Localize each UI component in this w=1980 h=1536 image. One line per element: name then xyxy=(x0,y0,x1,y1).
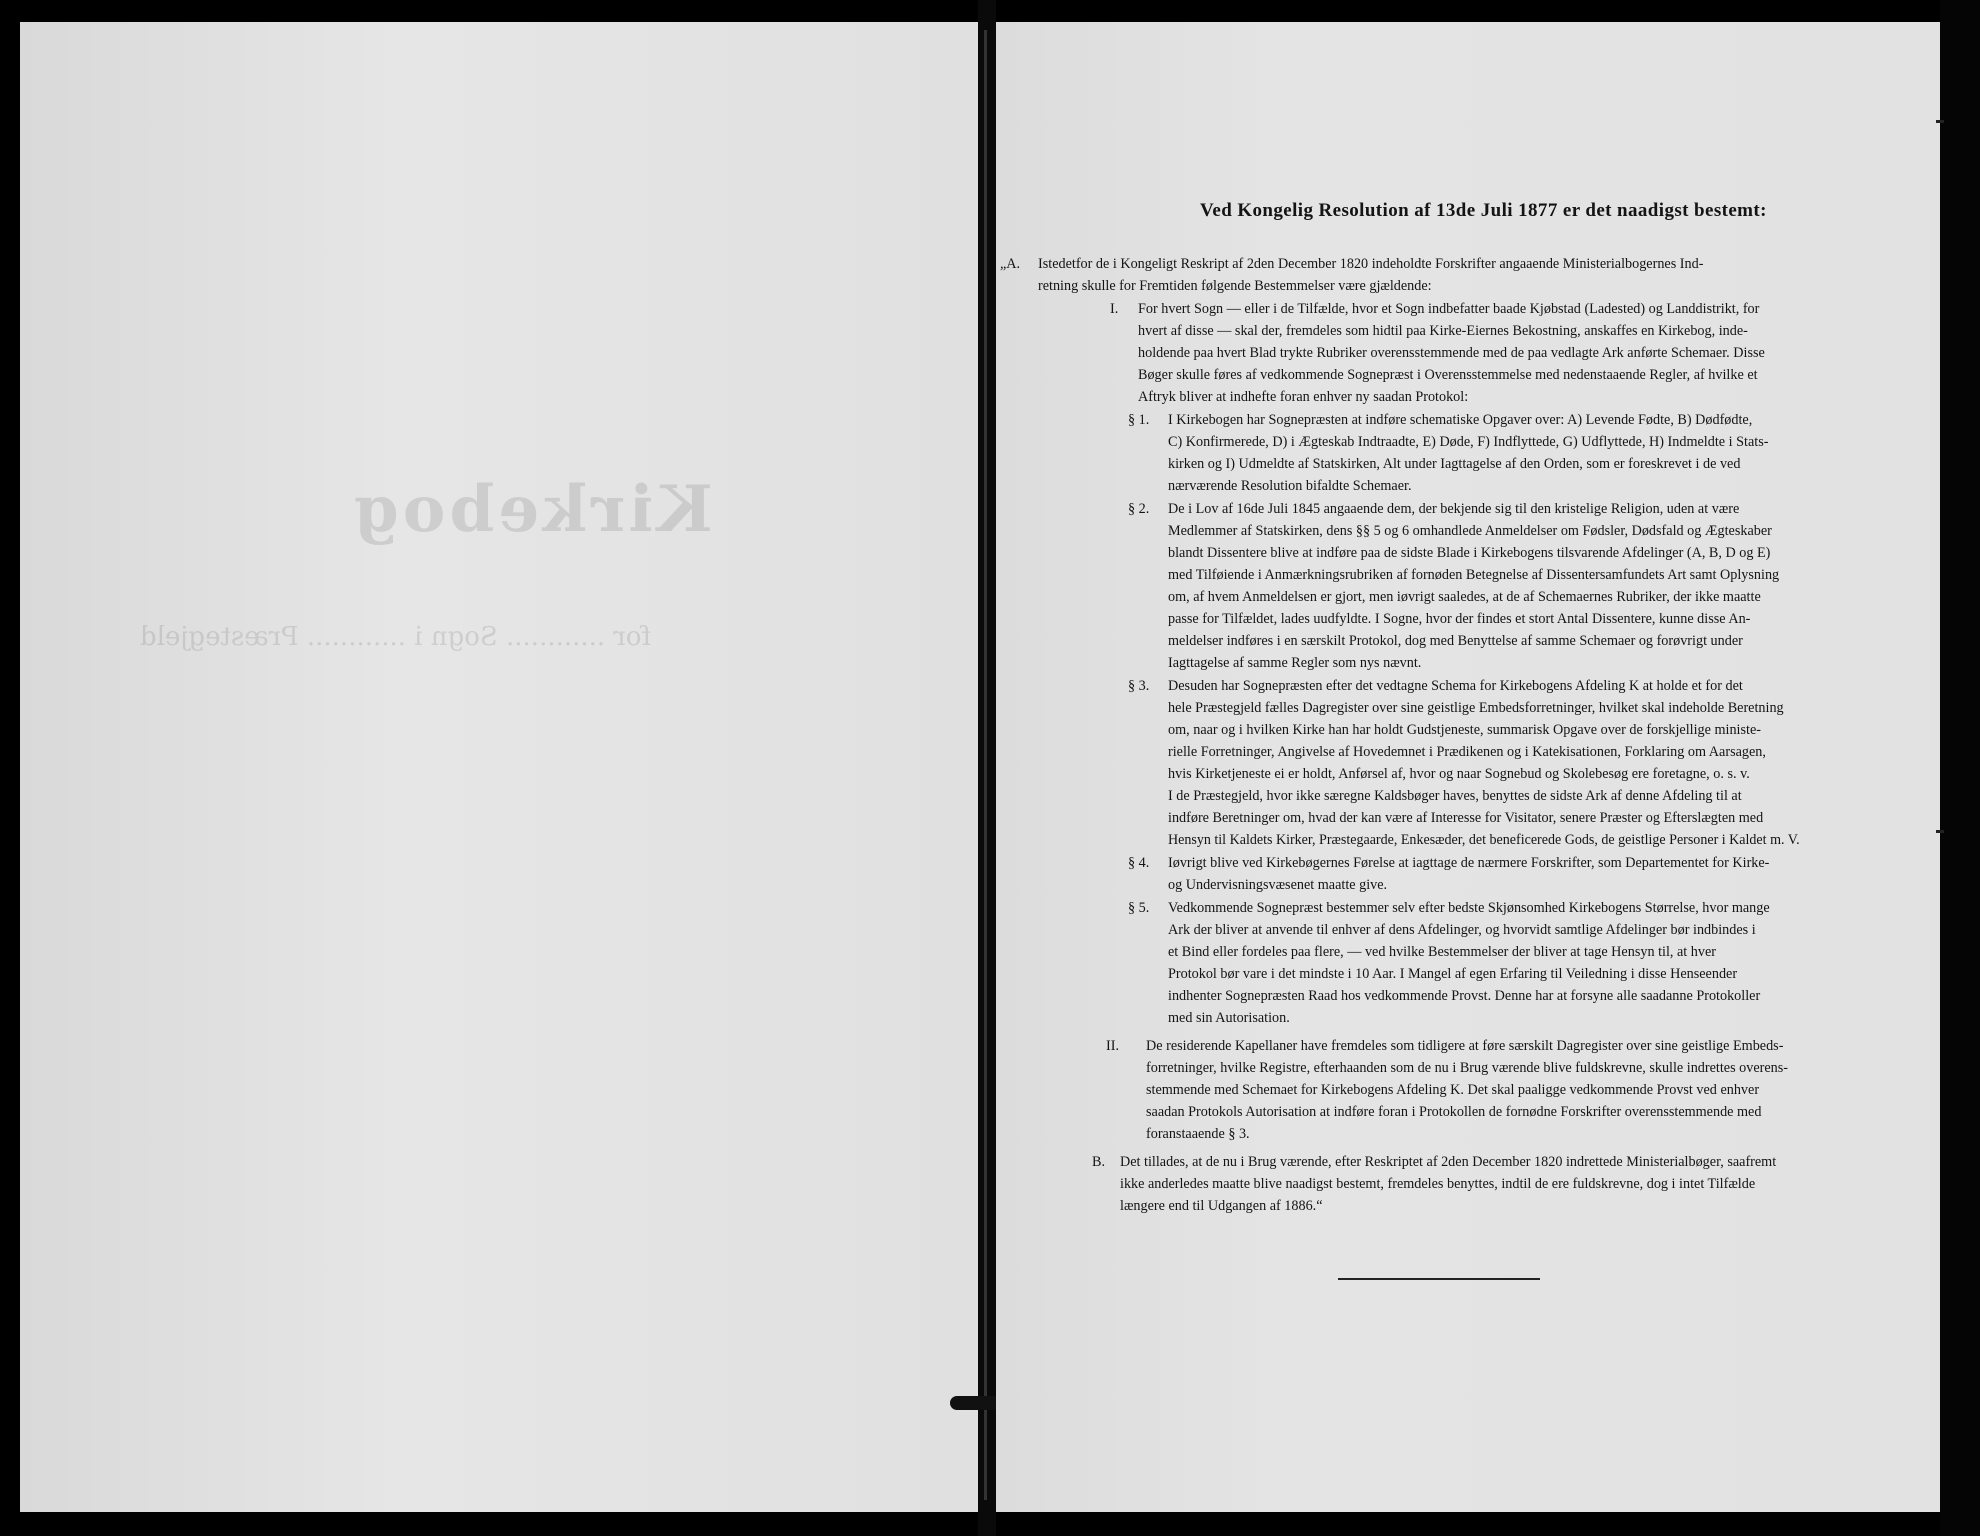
text-line: Aftryk bliver at indhefte foran enhver ny saadan Protokol: xyxy=(1138,389,1469,405)
binding-thread xyxy=(984,30,987,1500)
text-line: hvis Kirketjeneste ei er holdt, Anførsel af, hvor og naar Sognebud og Skolebesøg ere foretagne, o. s. v. xyxy=(1168,766,1750,782)
text-line: Iøvrigt blive ved Kirkebøgernes Førelse at iagttage de nærmere Forskrifter, som Departementet for Kirke- xyxy=(1168,855,1770,871)
text-line: rielle Forretninger, Angivelse af Hovedemnet i Prædikenen og i Katekisationen, Forklaring om Aarsagen, xyxy=(1168,744,1766,760)
page-edge xyxy=(1940,0,1980,1536)
text-line: Desuden har Sognepræsten efter det vedtagne Schema for Kirkebogens Afdeling K at holde et for det xyxy=(1168,678,1743,694)
clause-marker: I. xyxy=(1110,301,1119,317)
clause-marker: § 4. xyxy=(1128,855,1150,871)
text-line: Protokol bør vare i det mindste i 10 Aar. I Mangel af egen Erfaring til Veiledning i disse Henseender xyxy=(1168,966,1738,982)
text-line: kirken og I) Udmeldte af Statskirken, Alt under Iagttagelse af den Orden, som er foreskrevet i de ved xyxy=(1168,456,1741,472)
text-line: Det tillades, at de nu i Brug værende, efter Reskriptet af 2den December 1820 indrettede Ministerialbøger, saafremt xyxy=(1120,1154,1777,1170)
resolution-heading: Ved Kongelig Resolution af 13de Juli 1877 er det naadigst bestemt: xyxy=(1200,200,1767,221)
text-line: et Bind eller fordeles paa flere, — ved hvilke Bestemmelser der bliver at tage Hensyn til, at hver xyxy=(1168,944,1716,960)
text-line: Medlemmer af Statskirken, dens §§ 5 og 6 omhandlede Anmeldelser om Fødsler, Dødsfald og Ægteskaber xyxy=(1168,523,1772,539)
closing-rule xyxy=(1338,1278,1540,1280)
text-line: nærværende Resolution bifaldte Schemaer. xyxy=(1168,478,1412,494)
text-line: retning skulle for Fremtiden følgende Bestemmelser være gjældende: xyxy=(1038,278,1432,294)
text-line: Iagttagelse af samme Regler som nys nævnt. xyxy=(1168,655,1422,671)
edge-tab xyxy=(1936,120,1944,123)
text-line: blandt Dissentere blive at indføre paa de sidste Blade i Kirkebogens tilsvarende Afdelinger (A, B, D og E) xyxy=(1168,545,1771,561)
text-line: saadan Protokols Autorisation at indføre foran i Protokollen de fornødne Forskrifter overensstemmende med xyxy=(1146,1104,1762,1120)
text-line: I Kirkebogen har Sognepræsten at indføre schematiske Opgaver over: A) Levende Fødte, B) Dødfødte, xyxy=(1168,412,1753,428)
book-spine xyxy=(978,0,996,1536)
text-line: Ark der bliver at anvende til enhver af dens Afdelinger, og hvorvidt samtlige Afdelinger bør indbindes i xyxy=(1168,922,1756,938)
text-line: om, naar og i hvilken Kirke han har holdt Gudstjeneste, summarisk Opgave over de forskjellige ministe- xyxy=(1168,722,1761,738)
text-line: længere end til Udgangen af 1886.“ xyxy=(1120,1198,1323,1214)
text-line: indføre Beretninger om, hvad der kan være af Interesse for Visitator, senere Præster og Efterslægten med xyxy=(1168,810,1764,826)
clause-marker: „A. xyxy=(1000,256,1021,272)
text-line: forretninger, hvilke Registre, efterhaanden som de nu i Brug værende blive fuldskrevne, skulle indrettes overens- xyxy=(1146,1060,1789,1076)
clause-marker: § 2. xyxy=(1128,501,1150,517)
text-line: Hensyn til Kaldets Kirker, Præstegaarde, Enkesæder, det beneficerede Gods, de geistlige Personer i Kaldet m. V. xyxy=(1168,832,1800,848)
bleed-through-title: Kirkebog xyxy=(350,472,713,547)
text-line: De i Lov af 16de Juli 1845 angaaende dem, der bekjende sig til den kristelige Religion, uden at være xyxy=(1168,501,1740,517)
text-line: hele Præstegjeld fælles Dagregister over sine geistlige Embedsforretninger, hvilket skal indeholde Beretning xyxy=(1168,700,1784,716)
text-line: For hvert Sogn — eller i de Tilfælde, hvor et Sogn indbefatter baade Kjøbstad (Ladested) og Landdistrikt, for xyxy=(1138,301,1760,317)
text-line: passe for Tilfældet, lades uudfyldte. I Sogne, hvor der findes et stort Antal Dissentere, kunne disse An- xyxy=(1168,611,1751,627)
edge-tab xyxy=(1936,830,1944,833)
text-line: holdende paa hvert Blad trykte Rubriker overensstemmende med de paa vedlagte Ark anførte Schemaer. Disse xyxy=(1138,345,1765,361)
clause-marker: § 1. xyxy=(1128,412,1150,428)
left-page xyxy=(20,22,978,1512)
text-line: I de Præstegjeld, hvor ikke særegne Kaldsbøger haves, benyttes de sidste Ark af denne Afdeling til at xyxy=(1168,788,1742,804)
text-line: ikke anderledes maatte blive naadigst bestemt, fremdeles benyttes, indtil de ere fuldskrevne, dog i intet Tilfælde xyxy=(1120,1176,1756,1192)
clause-marker: § 3. xyxy=(1128,678,1150,694)
text-line: indhenter Sognepræsten Raad hos vedkommende Provst. Denne har at forsyne alle saadanne Protokoller xyxy=(1168,988,1761,1004)
text-line: Bøger skulle føres af vedkommende Sognepræst i Overensstemmelse med nedenstaaende Regler, af hvilke et xyxy=(1138,367,1758,383)
text-line: om, af hvem Anmeldelsen er gjort, men iøvrigt saaledes, at de af Schemaernes Rubriker, der ikke maatte xyxy=(1168,589,1761,605)
text-line: med Tilføiende i Anmærkningsrubriken af fornøden Betegnelse af Dissentersamfundets Art samt Oplysning xyxy=(1168,567,1780,583)
clause-marker: B. xyxy=(1092,1154,1106,1170)
text-line: De residerende Kapellaner have fremdeles som tidligere at føre særskilt Dagregister over sine geistlige Embeds- xyxy=(1146,1038,1784,1054)
text-line: Vedkommende Sognepræst bestemmer selv efter bedste Skjønsomhed Kirkebogens Størrelse, hvor mange xyxy=(1168,900,1770,916)
clause-marker: II. xyxy=(1106,1038,1119,1054)
text-line: og Undervisningsvæsenet maatte give. xyxy=(1168,877,1388,893)
text-line: hvert af disse — skal der, fremdeles som hidtil paa Kirke-Eiernes Bekostning, anskaffes en Kirkebog, inde- xyxy=(1138,323,1748,339)
bleed-through-line: for ............ Sogn i ............ Præstegjeld xyxy=(140,622,652,652)
text-line: Istedetfor de i Kongeligt Reskript af 2den December 1820 indeholdte Forskrifter angaaende Ministerialbogernes Ind- xyxy=(1038,256,1704,272)
text-line: meldelser indføres i en særskilt Protokol, dog med Benyttelse af samme Schemaer og forøvrigt under xyxy=(1168,633,1743,649)
text-line: stemmende med Schemaet for Kirkebogens Afdeling K. Det skal paaligge vedkommende Provst ved enhver xyxy=(1146,1082,1760,1098)
clause-marker: § 5. xyxy=(1128,900,1150,916)
text-line: C) Konfirmerede, D) i Ægteskab Indtraadte, E) Døde, F) Indflyttede, G) Udflyttede, H) Indmeldte i Stats- xyxy=(1168,434,1769,450)
text-line: med sin Autorisation. xyxy=(1168,1010,1290,1026)
text-line: foranstaaende § 3. xyxy=(1146,1126,1250,1142)
